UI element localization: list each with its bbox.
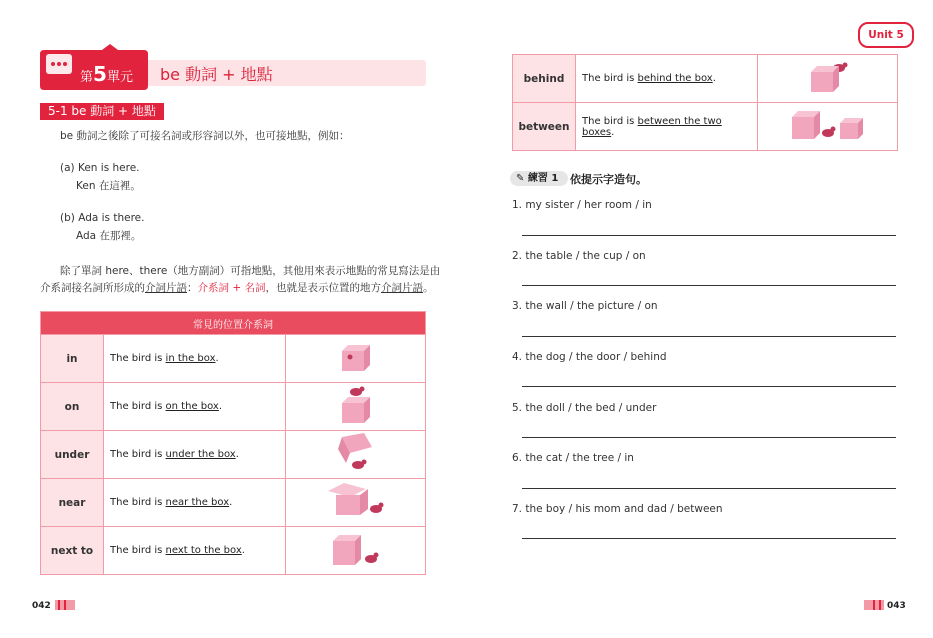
table-row — [41, 479, 426, 527]
question-5: 5. the doll / the bed / under — [512, 402, 657, 414]
preposition-table — [40, 311, 426, 575]
prep-cell: next to — [41, 527, 104, 575]
unit-number: 第5單元 — [80, 62, 133, 86]
prep-cell: under — [41, 431, 104, 479]
bird-in-box-illustration — [336, 341, 376, 373]
prep-cell: in — [41, 335, 104, 383]
paragraph-line-2: 介系詞接名詞所形成的介詞片語：介系詞 + 名詞，也就是表示位置的地方介詞片語。 — [40, 282, 434, 294]
paragraph-line-1: 除了單詞 here、there（地方副詞）可指地點，其他用來表示地點的常見寫法是由 — [60, 265, 441, 277]
bird-under-box-illustration — [334, 433, 378, 473]
example-a-zh: Ken 在這裡。 — [76, 180, 141, 192]
sentence-cell: The bird is between the two boxes. — [576, 103, 758, 151]
answer-line-2[interactable] — [522, 285, 896, 286]
illustration-cell — [286, 431, 426, 479]
answer-line-5[interactable] — [522, 437, 896, 438]
table-row — [41, 527, 426, 575]
section-tag: 5-1 be 動詞 + 地點 — [40, 103, 164, 120]
book-icon — [864, 600, 884, 610]
illustration-cell — [286, 527, 426, 575]
bird-next-to-box-illustration — [329, 529, 383, 569]
page-number-left: 042 — [32, 601, 51, 611]
bird-on-box-illustration — [336, 385, 376, 425]
illustration-cell — [286, 383, 426, 431]
question-3: 3. the wall / the picture / on — [512, 300, 658, 312]
example-b-en: (b) Ada is there. — [60, 212, 145, 224]
question-4: 4. the dog / the door / behind — [512, 351, 667, 363]
exercise-tag: ✎ 練習 1 — [510, 171, 568, 186]
example-b-zh: Ada 在那裡。 — [76, 230, 142, 242]
question-7: 7. the boy / his mom and dad / between — [512, 503, 723, 515]
question-2: 2. the table / the cup / on — [512, 250, 646, 262]
book-icon — [55, 600, 75, 610]
answer-line-1[interactable] — [522, 235, 896, 236]
bird-near-box-illustration — [326, 481, 386, 521]
table-row — [41, 431, 426, 479]
table-row — [41, 383, 426, 431]
prep-cell: near — [41, 479, 104, 527]
bird-behind-box-illustration — [805, 60, 851, 94]
exercise-title: 依提示字造句。 — [570, 173, 647, 186]
table-row — [41, 335, 426, 383]
prep-cell: behind — [513, 55, 576, 103]
answer-line-4[interactable] — [522, 386, 896, 387]
unit-badge: Unit 5 — [858, 22, 914, 48]
illustration-cell — [286, 479, 426, 527]
example-a-en: (a) Ken is here. — [60, 162, 140, 174]
sentence-cell: The bird is behind the box. — [576, 55, 758, 103]
prep-cell: between — [513, 103, 576, 151]
answer-line-3[interactable] — [522, 336, 896, 337]
illustration-cell — [758, 55, 898, 103]
illustration-cell — [286, 335, 426, 383]
sentence-cell: The bird is next to the box. — [104, 527, 286, 575]
question-6: 6. the cat / the tree / in — [512, 452, 634, 464]
question-1: 1. my sister / her room / in — [512, 199, 652, 211]
table-row — [513, 55, 898, 103]
table-header: 常見的位置介系詞 — [41, 312, 426, 335]
sentence-cell: The bird is under the box. — [104, 431, 286, 479]
sentence-cell: The bird is in the box. — [104, 335, 286, 383]
sentence-cell: The bird is near the box. — [104, 479, 286, 527]
unit-title: be 動詞 + 地點 — [160, 65, 273, 84]
prep-cell: on — [41, 383, 104, 431]
sentence-cell: The bird is on the box. — [104, 383, 286, 431]
table-row — [513, 103, 898, 151]
illustration-cell — [758, 103, 898, 151]
bird-between-boxes-illustration — [788, 107, 868, 143]
page-number-right: 043 — [887, 601, 906, 611]
answer-line-6[interactable] — [522, 488, 896, 489]
intro-text: be 動詞之後除了可接名詞或形容詞以外，也可接地點，例如： — [60, 130, 350, 142]
answer-line-7[interactable] — [522, 538, 896, 539]
preposition-table-continued — [512, 54, 898, 151]
